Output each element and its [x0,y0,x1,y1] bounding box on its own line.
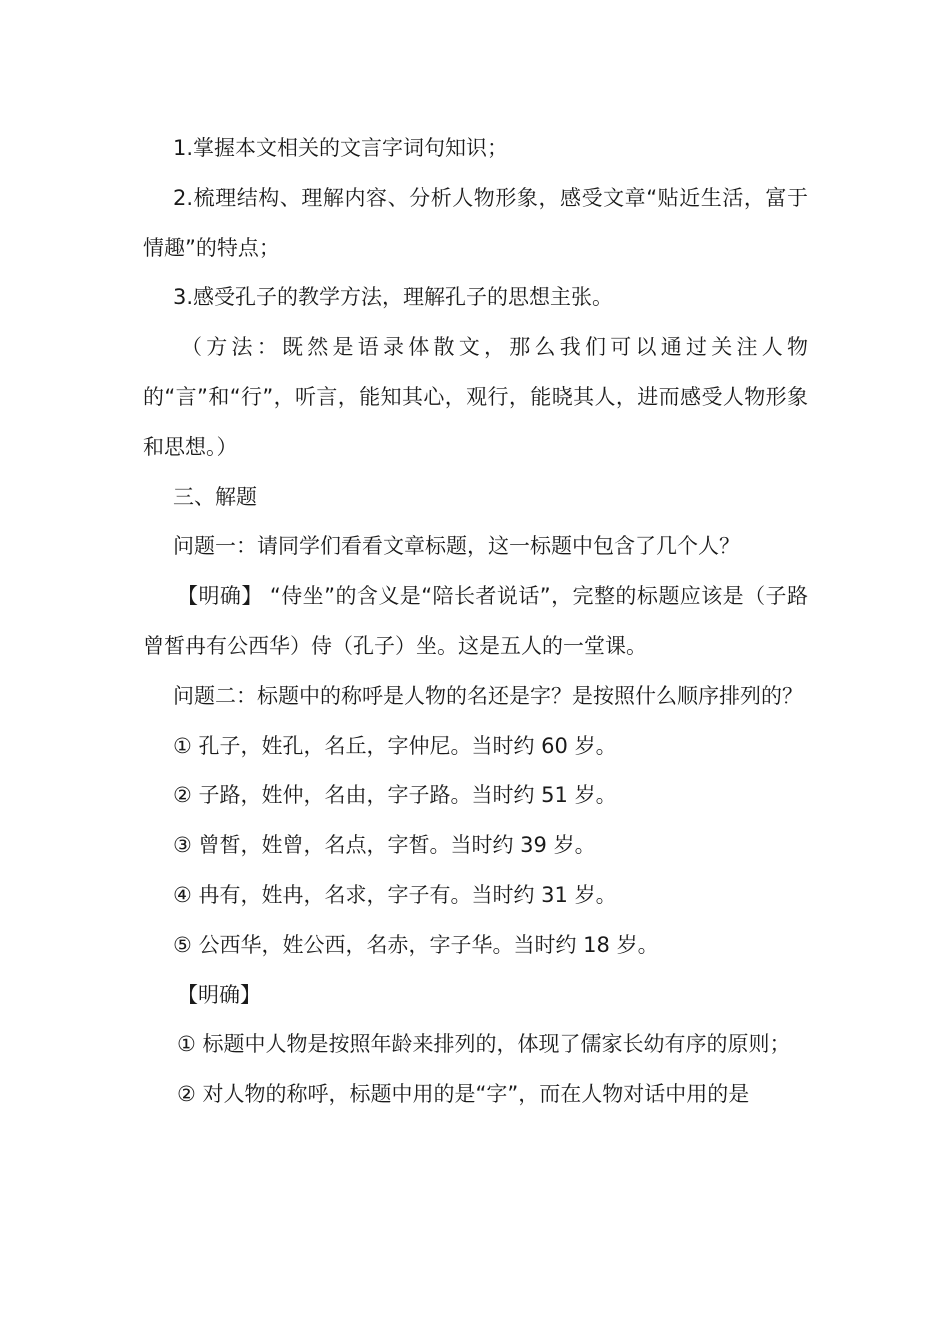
method-note: （方法：既然是语录体散文，那么我们可以通过关注人物的“言”和“行”，听言，能知其心，观行，能晓其人，进而感受人物形象和思想。） [143,335,808,459]
answer-2-point-1: ① 标题中人物是按照年龄来排列的，体现了儒家长幼有序的原则； [177,1032,791,1057]
person-3: ③ 曾皙，姓曾，名点，字皙。当时约 39 岁。 [173,833,596,858]
objective-3: 3.感受孔子的教学方法，理解孔子的思想主张。 [173,285,614,310]
answer-2-label: 【明确】 [177,982,261,1007]
person-4: ④ 冉有，姓冉，名求，字子有。当时约 31 岁。 [173,882,617,907]
section-heading: 三、解题 [173,484,257,509]
answer-2-point-2: ② 对人物的称呼，标题中用的是“字”，而在人物对话中用的是 [177,1082,750,1107]
objective-2: 2.梳理结构、理解内容、分析人物形象，感受文章“贴近生活，富于情趣”的特点； [143,185,808,260]
objective-1: 1.掌握本文相关的文言字词句知识； [173,136,509,160]
person-1: ① 孔子，姓孔，名丘，字仲尼。当时约 60 岁。 [173,733,617,758]
question-1: 问题一：请同学们看看文章标题，这一标题中包含了几个人？ [173,534,740,559]
document-body [143,124,808,1120]
question-2: 问题二：标题中的称呼是人物的名还是字？是按照什么顺序排列的？ [173,683,803,708]
person-2: ② 子路，姓仲，名由，字子路。当时约 51 岁。 [173,783,617,808]
person-5: ⑤ 公西华，姓公西，名赤，字子华。当时约 18 岁。 [173,932,659,957]
answer-1: 【明确】 “侍坐”的含义是“陪长者说话”，完整的标题应该是（子路曾皙冉有公西华）侍（孔子）坐。这是五人的一堂课。 [143,584,808,658]
